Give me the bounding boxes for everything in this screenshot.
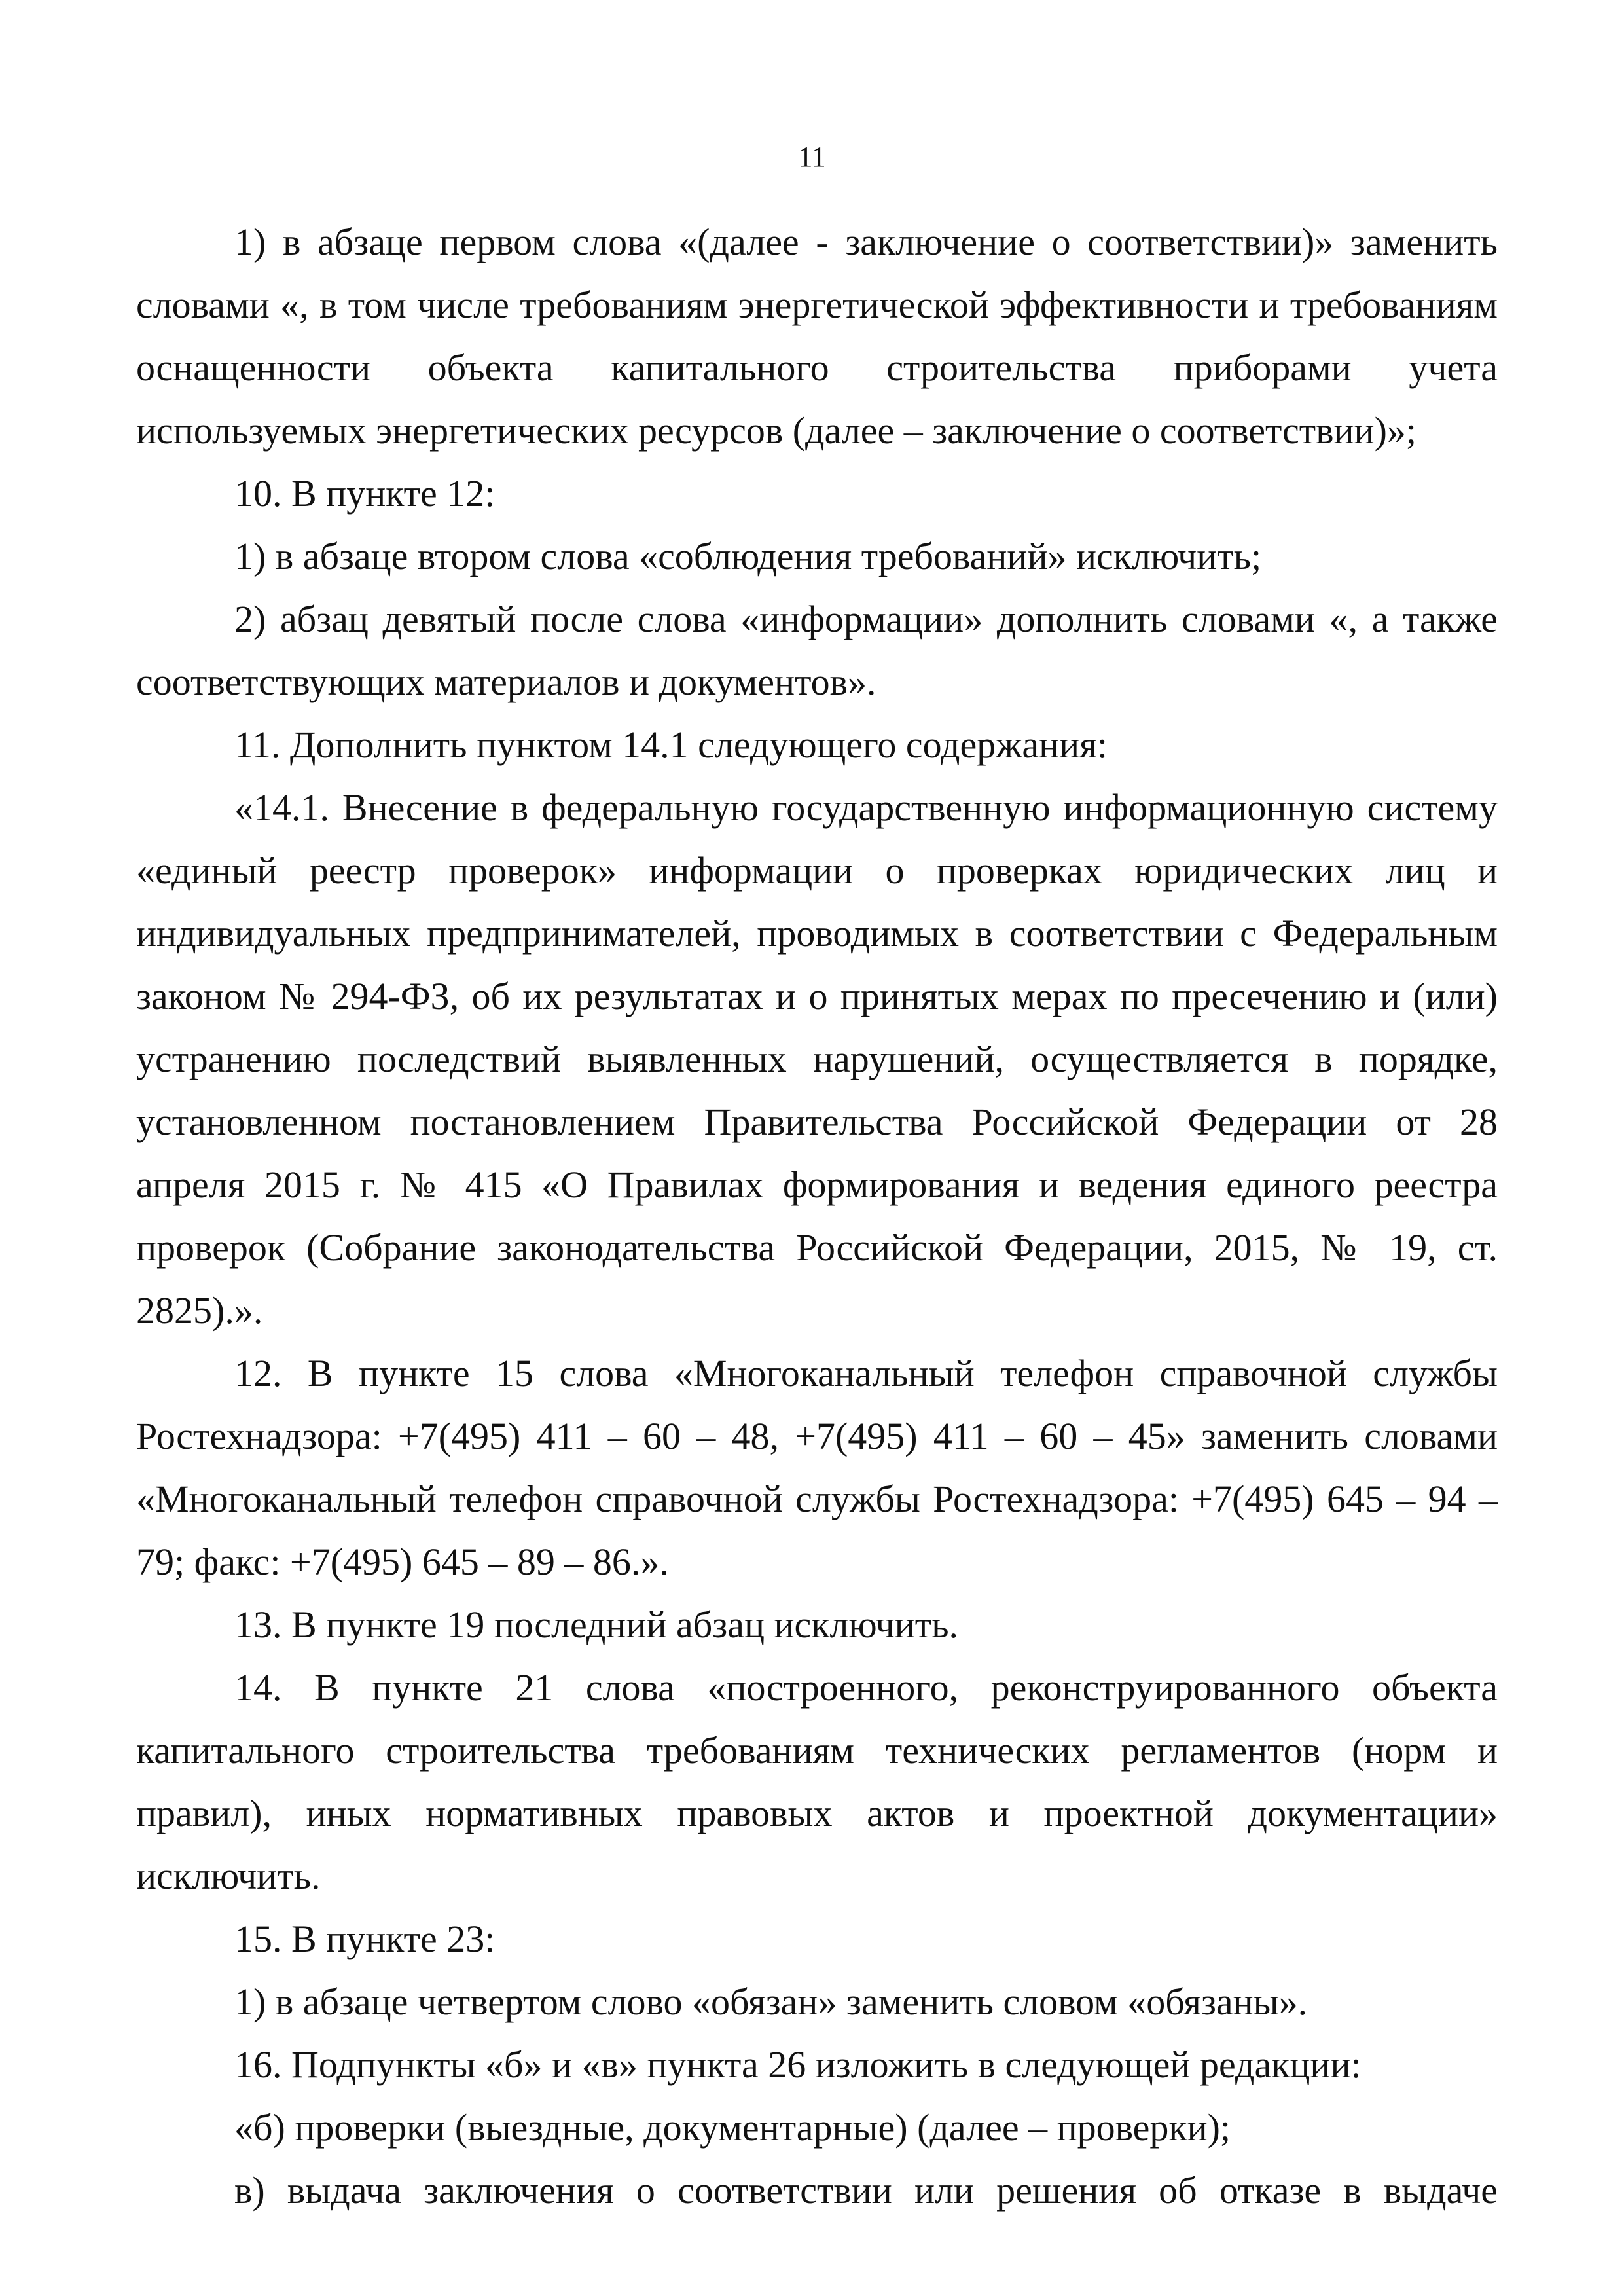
paragraph-subitem-v: в) выдача заключения о соответствии или решения об отказе в выдаче	[234, 2169, 1498, 2212]
paragraph-item-12: 12. В пункте 15 слова «Многоканальный телефон справочной службы Ростехнадзора: +7(495) 411 – 60 – 48, +7(495) 411 – 60 – 45» заменить словами «Многоканальный телефон справочной службы Ростехнадзора: +7(495) 645 – 94 – 79; факс: +7(495) 645 – 89 – 86.».	[136, 1352, 1498, 1583]
paragraph-item-10-1: 1) в абзаце втором слова «соблюдения требований» исключить;	[234, 535, 1262, 577]
paragraph-item-15: 15. В пункте 23:	[234, 1918, 496, 1960]
paragraph-item-14: 14. В пункте 21 слова «построенного, реконструированного объекта капитального строительства требованиям технических регламентов (норм и правил), иных нормативных правовых актов и проектной документации» исключить.	[136, 1666, 1498, 1897]
paragraph-subitem-b: «б) проверки (выездные, документарные) (далее – проверки);	[234, 2106, 1231, 2149]
paragraph-item-16: 16. Подпункты «б» и «в» пункта 26 изложить в следующей редакции:	[234, 2043, 1362, 2086]
paragraph-amend-first-abzac: 1) в абзаце первом слова «(далее - заключение о соответствии)» заменить словами «, в том числе требованиям энергетической эффективности и требованиям оснащенности объекта капитального строительства приборами учета используемых энергетических ресурсов (далее – заключение о соответствии)»;	[136, 221, 1498, 452]
paragraph-item-13: 13. В пункте 19 последний абзац исключить.	[234, 1603, 959, 1646]
paragraph-item-11: 11. Дополнить пунктом 14.1 следующего содержания:	[234, 723, 1108, 766]
page-number: 11	[798, 141, 826, 173]
document-body	[136, 211, 1498, 2222]
paragraph-item-10: 10. В пункте 12:	[234, 472, 496, 515]
paragraph-item-14-1: «14.1. Внесение в федеральную государственную информационную систему «единый реестр проверок» информации о проверках юридических лиц и индивидуальных предпринимателей, проводимых в соответствии с Федеральным законом № 294-ФЗ, об их результатах и о принятых мерах по пресечению и (или) устранению последствий выявленных нарушений, осуществляется в порядке, установленном постановлением Правительства Российской Федерации от 28 апреля 2015 г. № 415 «О Правилах формирования и ведения единого реестра проверок (Собрание законодательства Российской Федерации, 2015, № 19, ст. 2825).».	[136, 786, 1498, 1332]
paragraph-item-15-1: 1) в абзаце четвертом слово «обязан» заменить словом «обязаны».	[234, 1980, 1308, 2023]
paragraph-item-10-2: 2) абзац девятый после слова «информации» дополнить словами «, а также соответствующих материалов и документов».	[136, 598, 1498, 703]
